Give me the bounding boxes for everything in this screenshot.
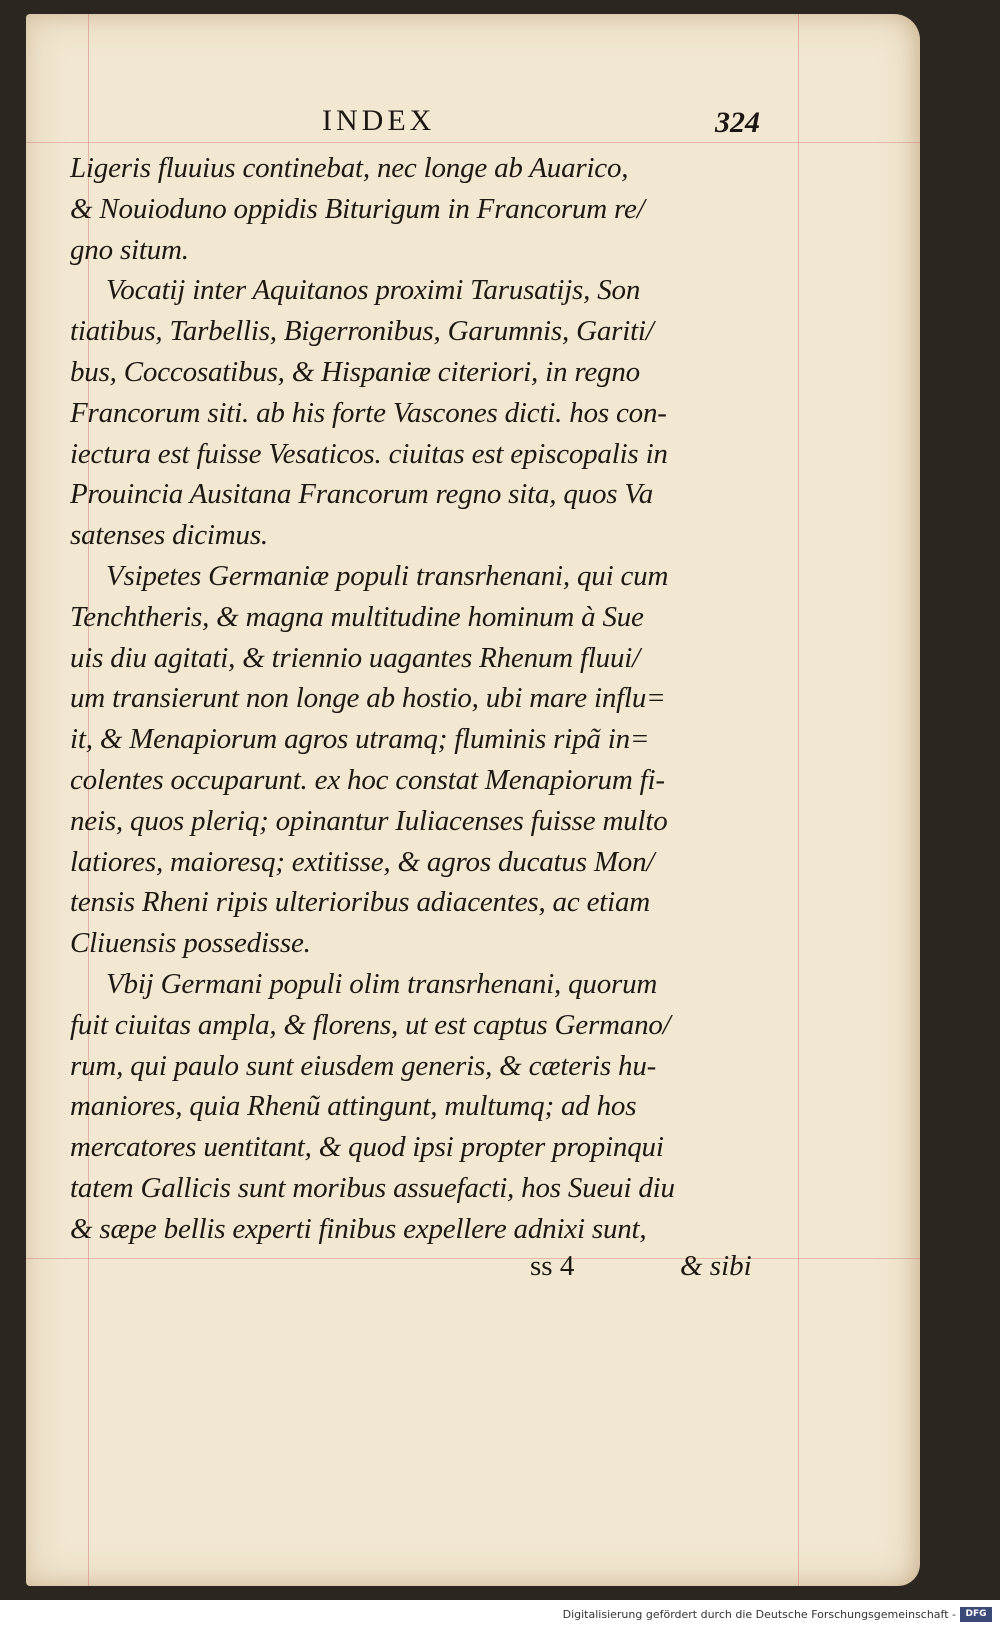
text-line: tiatibus, Tarbellis, Bigerronibus, Garumnis, Gariti/ (70, 315, 654, 348)
text-line: tensis Rheni ripis ulterioribus adiacentes, ac etiam (70, 886, 651, 919)
text-line: latiores, maioresq; extitisse, & agros ducatus Mon/ (70, 845, 655, 878)
page-footer (70, 1250, 770, 1294)
credit-bar (0, 1600, 1000, 1632)
text-line: fuit ciuitas ampla, & florens, ut est captus Germano/ (70, 1008, 671, 1041)
page-number: 324 (715, 106, 760, 139)
text-line: bus, Coccosatibus, & Hispaniæ citeriori, in regno (70, 355, 640, 388)
text-line: maniores, quia Rhenũ attingunt, multumq; ad hos (70, 1090, 637, 1123)
text-line: satenses dicimus. (70, 519, 268, 552)
dfg-logo: DFG (960, 1607, 992, 1622)
margin-rule-right (798, 14, 799, 1586)
text-line: gno situm. (70, 233, 189, 266)
text-line: mercatores uentitant, & quod ipsi propter propinqui (70, 1131, 664, 1164)
text-line: Prouincia Ausitana Francorum regno sita, quos Va (70, 478, 654, 511)
text-line: iectura est fuisse Vesaticos. ciuitas est episcopalis in (70, 437, 668, 470)
text-line: rum, qui paulo sunt eiusdem generis, & cæteris hu- (70, 1049, 657, 1082)
text-line: Vbij Germani populi olim transrhenani, quorum (106, 967, 658, 1000)
text-line: neis, quos pleriq; opinantur Iuliacenses fuisse multo (70, 804, 668, 837)
text-line: colentes occuparunt. ex hoc constat Menapiorum fi- (70, 763, 665, 796)
index-body-text (70, 148, 770, 1250)
text-line: Cliuensis possedisse. (70, 927, 311, 960)
text-line: Tenchtheris, & magna multitudine hominum à Sue (70, 600, 644, 633)
digitization-credit: Digitalisierung gefördert durch die Deutsche Forschungsgemeinschaft - (562, 1608, 956, 1621)
text-line: & Nouioduno oppidis Biturigum in Francorum re/ (70, 192, 645, 225)
signature-mark: ss 4 (530, 1250, 575, 1282)
text-line: Vocatij inter Aquitanos proximi Tarusatijs, Son (106, 274, 641, 307)
text-line: Francorum siti. ab his forte Vascones dicti. hos con- (70, 396, 667, 429)
text-line: um transierunt non longe ab hostio, ubi mare influ= (70, 682, 666, 715)
text-line: tatem Gallicis sunt moribus assuefacti, hos Sueui diu (70, 1171, 675, 1204)
page-title: INDEX (322, 104, 436, 137)
text-line: & sæpe bellis experti finibus expellere adnixi sunt, (70, 1212, 647, 1245)
catchword: & sibi (680, 1250, 752, 1282)
text-line: Vsipetes Germaniæ populi transrhenani, qui cum (106, 559, 669, 592)
text-line: Ligeris fluuius continebat, nec longe ab Auarico, (70, 152, 629, 184)
text-line: uis diu agitati, & triennio uagantes Rhenum fluui/ (70, 641, 640, 674)
text-line: it, & Menapiorum agros utramq; fluminis ripã in= (70, 723, 650, 756)
running-head (70, 104, 760, 150)
